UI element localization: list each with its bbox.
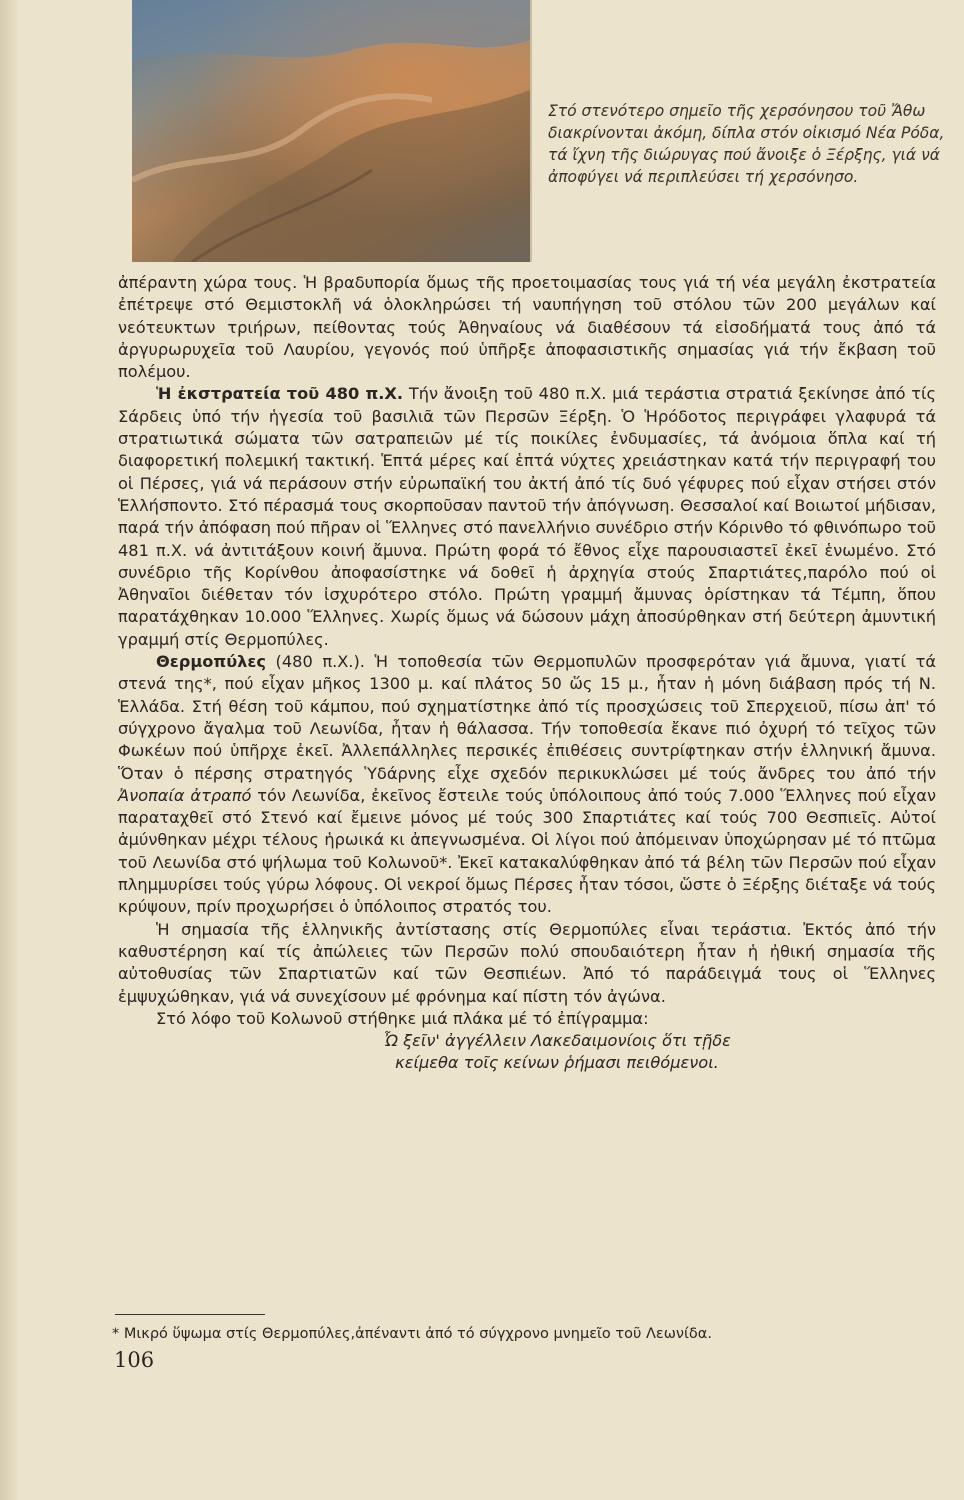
paragraph: ἀπέραντη χώρα τους. Ἡ βραδυπορία ὅμως τῆς προετοιμασίας τους γιά τή νέα μεγάλη ἐκστρατεία ἐπέτρεψε στό Θεμιστοκλῆ νά ὁλοκληρώσει τή ναυπήγηση τοῦ στόλου τῶν 200 μεγάλων καί νεότευκτων τριήρων, πείθοντας τούς Ἀθηναίους νά διαθέσουν τά εἰσοδήματά τους ἀπό τά ἀργυρωρυχεῖα τοῦ Λαυρίου, γεγονός πού ὑπῆρξε ἀποφασιστικῆς σημασίας γιά τήν ἔκβαση τοῦ πολέμου. <box>118 273 936 382</box>
epigram-line: κείμεθα τοῖς κείνων ῥήμασι πειθόμενοι. <box>395 1053 719 1073</box>
photo-terrain <box>132 0 530 262</box>
paragraph-text: Τήν ἄνοιξη τοῦ 480 π.Χ. μιά τεράστια στρατιά ξεκίνησε ἀπό τίς Σάρδεις ὑπό τήν ἡγεσία τοῦ βασιλιᾶ τῶν Περσῶν Ξέρξη. Ὁ Ἡρόδοτος περιγράφει γλαφυρά τά στρατιωτικά σώματα τῶν σατραπειῶν μέ τίς ποικίλες ἐνδυμασίες, τά ἀνόμοια ὅπλα καί τή διαφορετική πολεμική τακτική. Ἑπτά μέρες καί ἑπτά νύχτες χρειάστηκαν κατά τήν περιγραφή του οἱ Πέρσες, γιά νά περάσουν στήν εὐρωπαϊκή του ἀκτή ἀπό τίς δυό γέφυρες πού εἶχαν στήσει στόν Ἑλλήσποντο. Στό πέρασμά τους σκορποῦσαν παντοῦ τήν ἀπόγνωση. Θεσσαλοί καί Βοιωτοί μήδισαν, παρά τήν ἀπόφαση πού πῆραν οἱ Ἕλληνες στό πανελλήνιο συνέδριο στήν Κόρινθο τό φθινόπωρο τοῦ 481 π.Χ. νά ἀντιτάξουν κοινή ἄμυνα. Πρώτη φορά τό ἔθνος εἶχε παρουσιαστεῖ ἐκεῖ ἑνωμένο. Στό συνέδριο τῆς Κορίνθου ἀποφασίστηκε νά δοθεῖ ἡ ἀρχηγία στούς Σπαρτιάτες,παρόλο πού οἱ Ἀθηναῖοι διέθεταν τόν ἰσχυρότερο στόλο. Πρώτη γραμμή ἄμυνας ὁρίστηκαν τά Τέμπη, ὅπου παρατάχθηκαν 10.000 Ἕλληνες. Χωρίς ὅμως νά δώσουν μάχη ἀποσύρθηκαν στή δεύτερη ἀμυντική γραμμή στίς Θερμοπύλες. <box>118 384 936 649</box>
page-edge <box>0 0 18 1500</box>
paragraph <box>118 651 936 919</box>
paragraph-text: (480 π.Χ.). Ἡ τοποθεσία τῶν Θερμοπυλῶν προσφερόταν γιά ἄμυνα, γιατί τά στενά της*, πού εἶχαν μῆκος 1300 μ. καί πλάτος 50 ὥς 15 μ., ἦταν ἡ μόνη διάβαση πρός τή Ν. Ἑλλάδα. Στή θέση τοῦ κάμπου, πού σχηματίστηκε ἀπό τίς προσχώσεις τοῦ Σπερχειοῦ, πίσω ἀπ' τό σύγχρονο ἄγαλμα τοῦ Λεωνίδα, ἦταν ἡ θάλασσα. Τήν τοποθεσία ἔκανε πιό ὀχυρή τό τεῖχος τῶν Φωκέων πού ὑπῆρχε ἐκεῖ. Ἀλλεπάλληλες περσικές ἐπιθέσεις συντρίφτηκαν στήν ἑλληνική ἄμυνα. Ὅταν ὁ πέρσης στρατηγός Ὑδάρνης εἶχε σχεδόν περικυκλώσει μέ τούς ἄνδρες του ἀπό τήν <box>118 652 936 783</box>
footnote: * Μικρό ὕψωμα στίς Θερμοπύλες,ἀπέναντι ἀπό τό σύγχρονο μνημεῖο τοῦ Λεωνίδα. <box>112 1326 712 1342</box>
photo-caption: Στό στενότερο σημεῖο τῆς χερσόνησου τοῦ Ἄθω διακρίνονται ἀκόμη, δίπλα στόν οἰκισμό Νέα Ρόδα, τά ἴχνη τῆς διώρυγας πού ἄνοιξε ὁ Ξέρξης, γιά νά ἀποφύγει νά περιπλεύσει τή χερσόνησο. <box>548 102 945 186</box>
epigram-line: Ὦ ξεῖν' ἀγγέλλειν Λακεδαιμονίοις ὅτι τῇδε <box>383 1031 731 1051</box>
section-heading: Θερμοπύλες <box>156 652 266 672</box>
italic-place-name: Ἀνοπαία ἀτραπό <box>118 785 252 805</box>
main-text <box>118 272 936 1075</box>
paragraph: Ἡ σημασία τῆς ἑλληνικῆς ἀντίστασης στίς Θερμοπύλες εἶναι τεράστια. Ἐκτός ἀπό τήν καθυστέρηση καί τίς ἀπώλειες τῶν Περσῶν πολύ σπουδαιότερη ἦταν ἡ ἠθική σημασία τῆς αὐτοθυσίας τῶν Σπαρτιατῶν καί τῶν Θεσπιέων. Ἀπό τό παράδειγμά τους οἱ Ἕλληνες ἐμψυχώθηκαν, γιά νά συνεχίσουν μέ φρόνημα καί πίστη τόν ἀγώνα. <box>118 919 936 1006</box>
page-number: 106 <box>114 1348 155 1372</box>
footnote-rule <box>115 1314 265 1315</box>
section-heading: Ἡ ἐκστρατεία τοῦ 480 π.Χ. <box>156 384 404 404</box>
aerial-photo <box>132 0 532 262</box>
paragraph: Στό λόφο τοῦ Κολωνοῦ στήθηκε μιά πλάκα μέ τό ἐπίγραμμα: <box>156 1008 649 1028</box>
paragraph-text: τόν Λεωνίδα, ἐκεῖνος ἔστειλε τούς ὑπόλοιπους ἀπό τούς 7.000 Ἕλληνες πού εἶχαν παραταχθεῖ στό Στενό καί ἔμεινε μόνος μέ τούς 300 Σπαρτιάτες καί τούς 700 Θεσπιεῖς. Αὐτοί ἀμύνθηκαν μέχρι τέλους ἡρωικά κι ἀπεγνωσμένα. Οἱ λίγοι πού ἀπόμειναν ὑποχώρησαν μέ τό πτῶμα τοῦ Λεωνίδα στό ψήλωμα τοῦ Κολωνοῦ*. Ἐκεῖ κατακαλύφθηκαν ἀπό τά βέλη τῶν Περσῶν πού εἶχαν πλημμυρίσει τούς γύρω λόφους. Οἱ νεκροί ὅμως Πέρσες ἦταν τόσοι, ὥστε ὁ Ξέρξης διέταξε νά τούς κρύψουν, πρίν προχωρήσει ὁ ὑπόλοιπος στρατός του. <box>118 785 936 917</box>
paragraph <box>118 383 936 651</box>
